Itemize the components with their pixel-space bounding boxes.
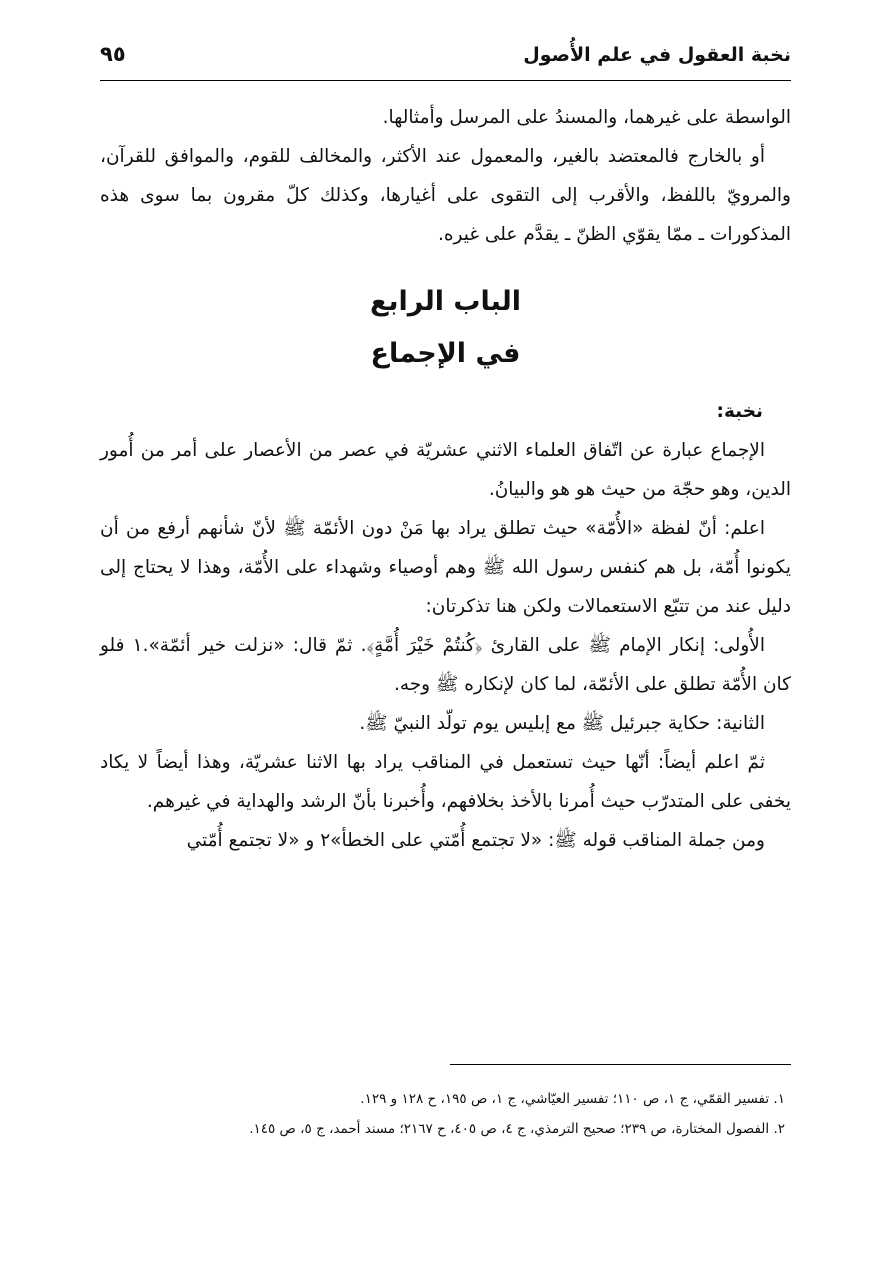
chapter-title: الباب الرابع — [369, 286, 522, 317]
footnote-divider — [450, 1064, 791, 1065]
running-title: نخبة العقول في علم الأُصول — [523, 44, 791, 66]
section-label: نخبة: — [716, 401, 763, 422]
paragraph: ومن جملة المناقب قوله ﷺ: «لا تجتمع أُمّتي على الخطأ»٢ و «لا تجتمع أُمّتي — [186, 830, 765, 851]
paragraph: الثانية: حكاية جبرئيل ﷺ مع إبليس يوم تولّد النبيّ ﷺ. — [359, 713, 765, 734]
paragraph: اعلم: أنّ لفظة «الأُمّة» حيث تطلق يراد بها مَنْ دون الأئمّة ﷺ لأنّ شأنهم أرفع من أن يكونوا أُمّة، بل هم كنفس رسول الله ﷺ وهم أوصياء وشهداء على الأُمّة، وهذا لا يحتاج إلى دليل عند من تتبّع الاستعمالات ولكن هنا تذكرتان: — [100, 518, 791, 617]
footnote: ١. تفسير القمّي، ج ١، ص ١١٠؛ تفسير العيّاشي، ج ١، ص ١٩٥، ح ١٢٨ و ١٢٩. — [360, 1091, 785, 1107]
main-text — [100, 98, 791, 860]
paragraph: الواسطة على غيرهما، والمسندُ على المرسل وأمثالها. — [382, 107, 791, 128]
paragraph: الأُولى: إنكار الإمام ﷺ على القارئ ﴿كُنتُمْ خَيْرَ أُمَّةٍ﴾. ثمّ قال: «نزلت خير أئمّة».١ فلو كان الأُمّة تطلق على الأئمّة، لما كان لإنكاره ﷺ وجه. — [100, 635, 791, 695]
paragraph: الإجماع عبارة عن اتّفاق العلماء الاثني عشريّة في عصر من الأعصار على أمر من أُمور الدين، وهو حجّة من حيث هو هو والبيانُ. — [100, 440, 791, 500]
paragraph: ثمّ اعلم أيضاً: أنّها حيث تستعمل في المناقب يراد بها الاثنا عشريّة، وهذا أيضاً لا يكاد يخفى على المتدرّب حيث أُمرنا بالأخذ بخلافهم، وأُخبرنا بأنّ الرشد والهداية في غيرهم. — [100, 752, 791, 812]
paragraph: أو بالخارج فالمعتضد بالغير، والمعمول عند الأكثر، والمخالف للقوم، والموافق للقرآن، والمرويّ باللفظ، والأقرب إلى التقوى على أغيارها، وكذلك كلّ مقرون بما سوى هذه المذكورات ـ ممّا يقوّي الظنّ ـ يقدَّم على غيره. — [100, 146, 791, 245]
page-number: ٩٥ — [100, 42, 126, 66]
header-divider — [100, 80, 791, 81]
page-header — [100, 40, 791, 80]
chapter-subtitle: في الإجماع — [370, 338, 521, 369]
footnote: ٢. الفصول المختارة، ص ٢٣٩؛ صحيح الترمذي، ج ٤، ص ٤٠٥، ح ٢١٦٧؛ مسند أحمد، ج ٥، ص ١٤٥. — [249, 1121, 785, 1137]
footnotes — [100, 1084, 791, 1144]
